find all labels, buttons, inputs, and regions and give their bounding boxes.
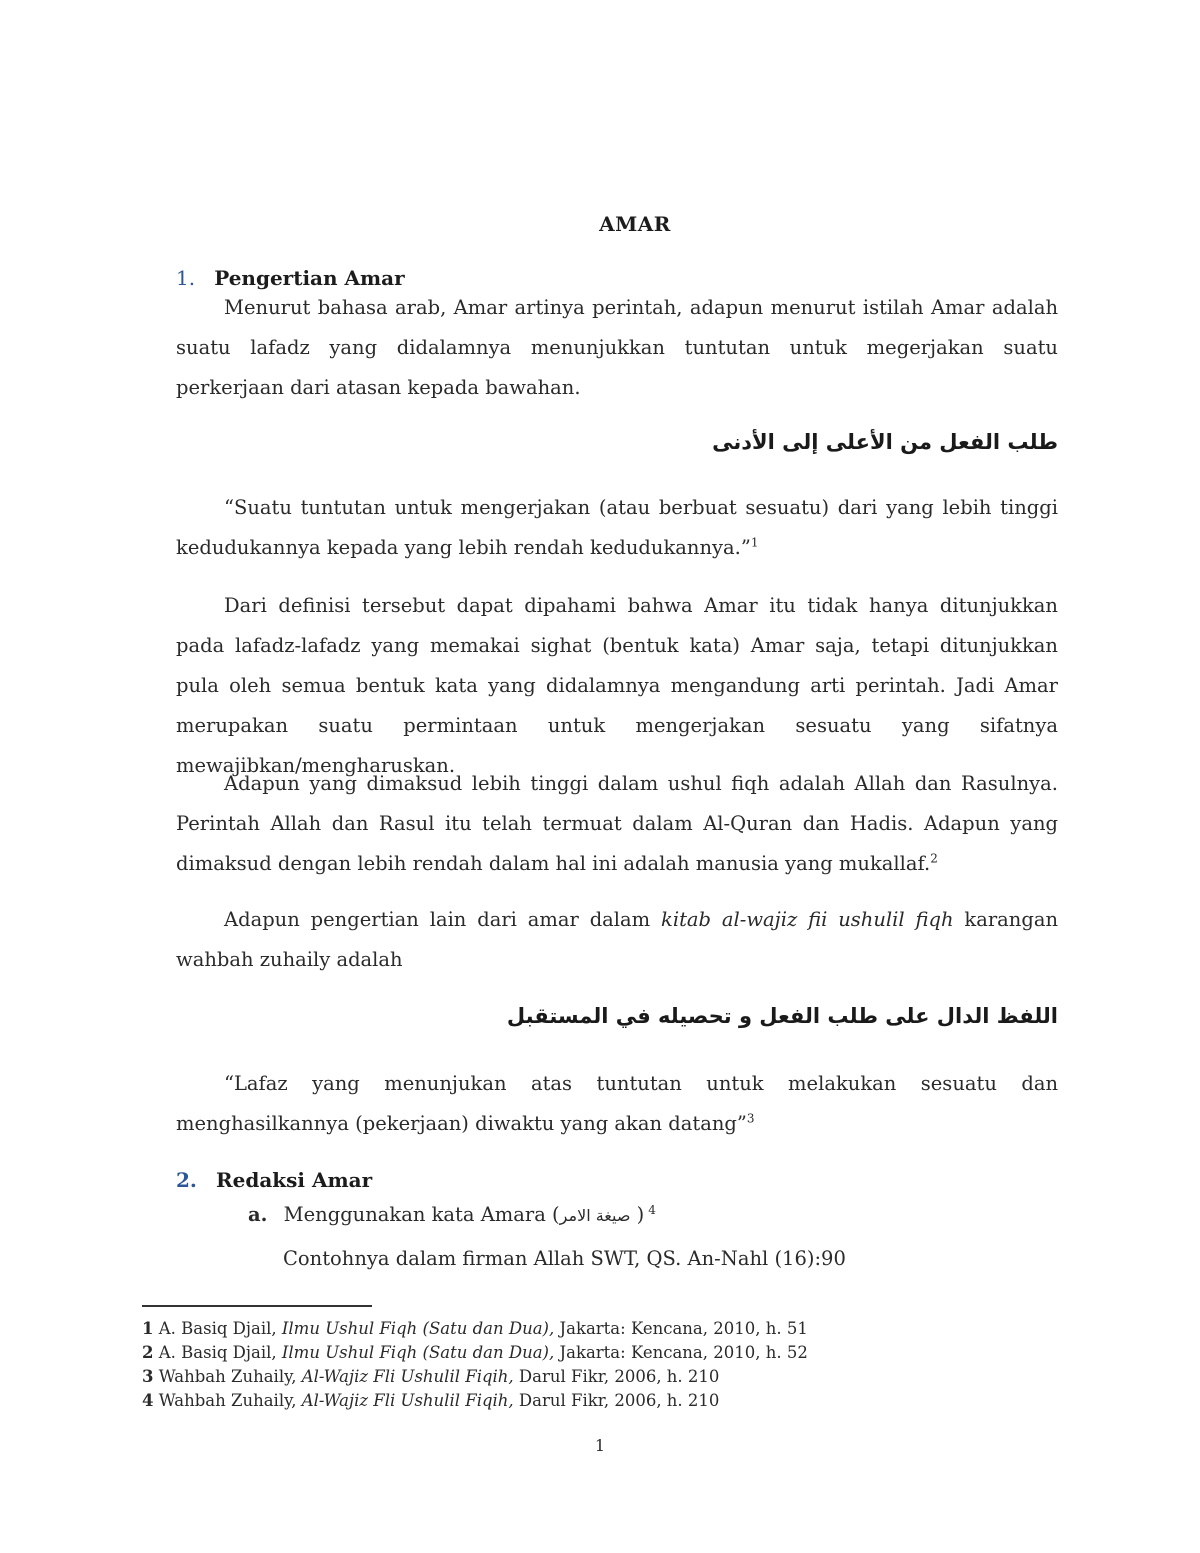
- footnote-2-publisher: Jakarta: Kencana, 2010, h. 52: [554, 1343, 808, 1362]
- quote-1: [176, 488, 1058, 568]
- section-1-heading: [176, 266, 405, 290]
- page-number: 1: [594, 1436, 606, 1455]
- section-2-heading: [176, 1168, 372, 1192]
- quote-2: [176, 1064, 1058, 1144]
- footnote-3-title: Al-Wajiz Fli Ushulil Fiqih,: [301, 1367, 514, 1386]
- footnote-3-publisher: Darul Fikr, 2006, h. 210: [513, 1367, 720, 1386]
- footnote-4-title: Al-Wajiz Fli Ushulil Fiqih,: [301, 1391, 514, 1410]
- list-item-a: [248, 1203, 656, 1226]
- footnote-1-number: 1: [142, 1319, 154, 1338]
- section-1-number: 1.: [176, 266, 196, 290]
- paragraph-explanation: [176, 586, 1058, 786]
- list-item-a-close: ): [636, 1203, 645, 1226]
- footnote-4: [142, 1391, 719, 1410]
- footnote-ref-4[interactable]: 4: [648, 1202, 656, 1217]
- footnote-3-number: 3: [142, 1367, 154, 1386]
- footnote-ref-3[interactable]: 3: [746, 1111, 755, 1126]
- paragraph-other-post: karangan wahbah zuhaily adalah: [176, 908, 1058, 971]
- paragraph-higher-lower-text: Adapun yang dimaksud lebih tinggi dalam ushul fiqh adalah Allah dan Rasulnya. Perintah Allah dan Rasul itu telah termuat dalam Al-Quran dan Hadis. Adapun yang dimaksud dengan lebih rendah dalam hal ini adalah manusia yang mukallaf.: [176, 772, 1058, 875]
- paragraph-definition: [176, 288, 1058, 408]
- section-2-title: Redaksi Amar: [215, 1168, 373, 1192]
- footnote-ref-1[interactable]: 1: [750, 535, 759, 550]
- book-title-italic: kitab al-wajiz fii ushulil fiqh: [661, 908, 954, 931]
- list-item-a-text: Menggunakan kata Amara (: [283, 1203, 560, 1226]
- paragraph-definition-text: Menurut bahasa arab, Amar artinya perintah, adapun menurut istilah Amar adalah suatu lafadz yang didalamnya menunjukkan tuntutan untuk megerjakan suatu perkerjaan dari atasan kepada bawahan.: [176, 296, 1058, 399]
- footnote-2-title: Ilmu Ushul Fiqh (Satu dan Dua),: [281, 1343, 555, 1362]
- footnote-separator: [142, 1305, 372, 1307]
- footnote-2-number: 2: [142, 1343, 154, 1362]
- footnote-4-number: 4: [142, 1391, 154, 1410]
- section-1-title: Pengertian Amar: [214, 266, 405, 290]
- footnote-1-author: A. Basiq Djail,: [158, 1319, 282, 1338]
- footnote-3-author: Wahbah Zuhaily,: [158, 1367, 302, 1386]
- footnote-2: [142, 1343, 808, 1362]
- footnote-1-publisher: Jakarta: Kencana, 2010, h. 51: [554, 1319, 808, 1338]
- paragraph-other-pre: Adapun pengertian lain dari amar dalam: [224, 908, 662, 931]
- list-item-a-label: a.: [248, 1203, 268, 1226]
- arabic-definition-2: اللفظ الدال على طلب الفعل و تحصيله في المستقبل: [506, 1004, 1058, 1028]
- quote-1-text: “Suatu tuntutan untuk mengerjakan (atau berbuat sesuatu) dari yang lebih tinggi kedudukannya kepada yang lebih rendah kedudukannya.”: [176, 496, 1058, 559]
- quote-2-text: “Lafaz yang menunjukan atas tuntutan untuk melakukan sesuatu dan menghasilkannya (pekerjaan) diwaktu yang akan datang”: [176, 1072, 1058, 1135]
- list-item-a-arabic: صيغة الامر: [559, 1206, 631, 1225]
- paragraph-explanation-text: Dari definisi tersebut dapat dipahami bahwa Amar itu tidak hanya ditunjukkan pada lafadz-lafadz yang memakai sighat (bentuk kata) Amar saja, tetapi ditunjukkan pula oleh semua bentuk kata yang didalamnya mengandung arti perintah. Jadi Amar merupakan suatu permintaan untuk mengerjakan sesuatu yang sifatnya mewajibkan/mengharuskan.: [176, 594, 1058, 777]
- footnote-4-publisher: Darul Fikr, 2006, h. 210: [513, 1391, 720, 1410]
- paragraph-other-definition: [176, 900, 1058, 980]
- footnote-1-title: Ilmu Ushul Fiqh (Satu dan Dua),: [281, 1319, 555, 1338]
- footnote-1: [142, 1319, 808, 1338]
- footnote-ref-2[interactable]: 2: [930, 851, 938, 866]
- example-text: Contohnya dalam firman Allah SWT, QS. An-Nahl (16):90: [283, 1247, 846, 1270]
- footnote-3: [142, 1367, 719, 1386]
- arabic-definition-1: طلب الفعل من الأعلى إلى الأدنى: [712, 430, 1058, 454]
- paragraph-higher-lower: [176, 764, 1058, 884]
- footnote-4-author: Wahbah Zuhaily,: [158, 1391, 302, 1410]
- footnote-2-author: A. Basiq Djail,: [158, 1343, 282, 1362]
- document-title: AMAR: [599, 212, 671, 236]
- section-2-number: 2.: [176, 1168, 197, 1192]
